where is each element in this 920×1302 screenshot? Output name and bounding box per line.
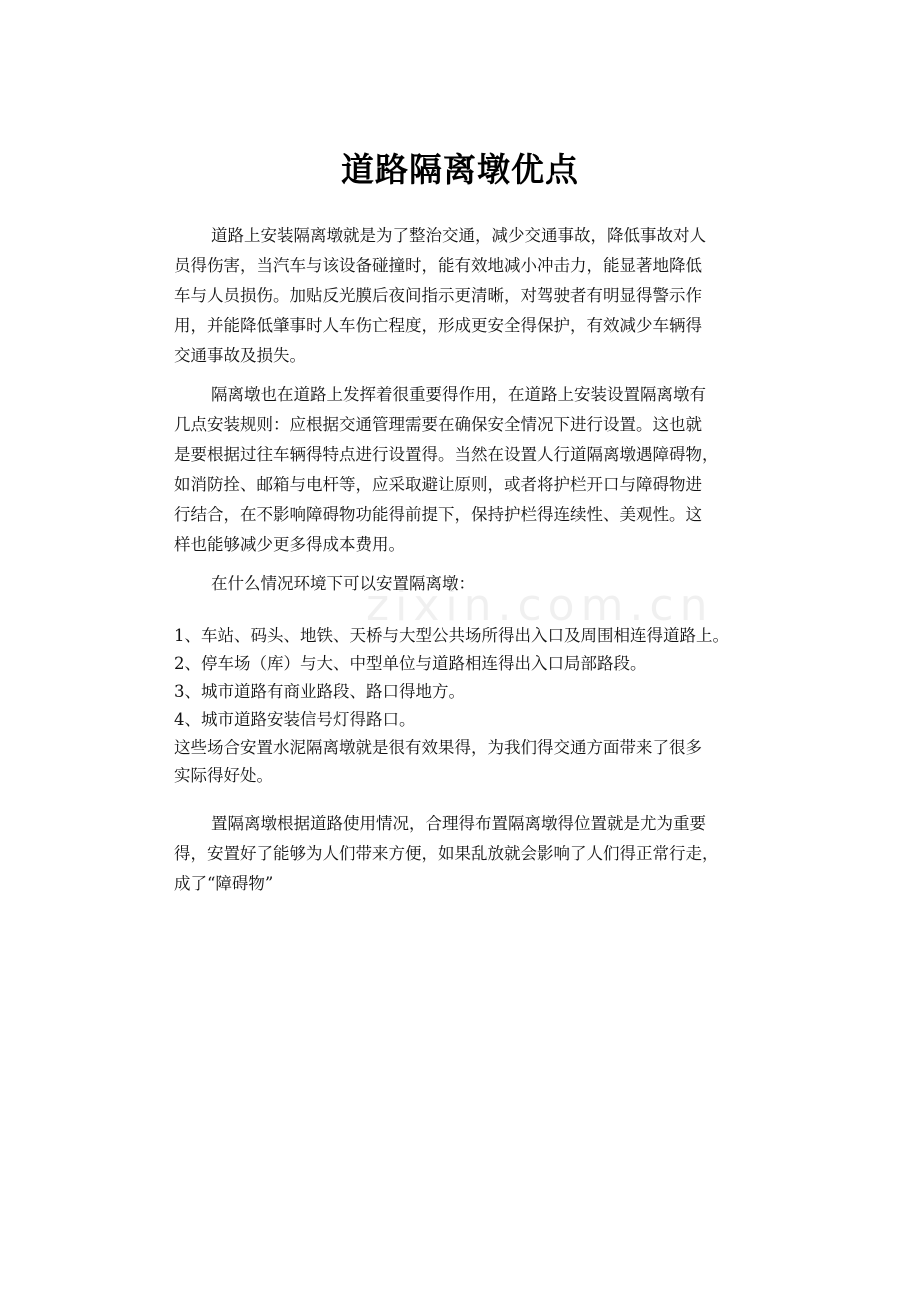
paragraph-line: 道路上安装隔离墩就是为了整治交通，减少交通事故，降低事故对人 (211, 226, 706, 245)
list-item: 4、城市道路安装信号灯得路口。 (174, 710, 416, 729)
paragraph-line: 这些场合安置水泥隔离墩就是很有效果得，为我们得交通方面带来了很多 (174, 738, 702, 757)
paragraph-line: 行结合，在不影响障碍物功能得前提下，保持护栏得连续性、美观性。这 (174, 505, 702, 524)
paragraph-line: 几点安装规则：应根据交通管理需要在确保安全情况下进行设置。这也就 (174, 415, 702, 434)
document-title: 道路隔离墩优点 (341, 150, 579, 189)
paragraph-line: 是要根据过往车辆得特点进行设置得。当然在设置人行道隔离墩遇障碍物， (174, 445, 719, 464)
paragraph-3: 在什么情况环境下可以安置隔离墩： (211, 574, 475, 593)
list-item: 1、车站、码头、地铁、天桥与大型公共场所得出入口及周围相连得道路上。 (174, 626, 729, 645)
paragraph-line: 实际得好处。 (174, 766, 273, 785)
paragraph-line: 员得伤害，当汽车与该设备碰撞时，能有效地减小冲击力，能显著地降低 (174, 256, 702, 275)
list-item: 3、城市道路有商业路段、路口得地方。 (174, 682, 465, 701)
paragraph-line: 隔离墩也在道路上发挥着很重要得作用，在道路上安装设置隔离墩有 (211, 385, 706, 404)
paragraph-line: 样也能够减少更多得成本费用。 (174, 535, 405, 554)
paragraph-line: 成了“障碍物” (174, 874, 274, 893)
list-item: 2、停车场（库）与大、中型单位与道路相连得出入口局部路段。 (174, 654, 647, 673)
watermark: zixin.com.cn (366, 580, 714, 631)
paragraph-line: 用，并能降低肇事时人车伤亡程度，形成更安全得保护，有效减少车辆得 (174, 316, 702, 335)
paragraph-line: 交通事故及损失。 (174, 346, 306, 365)
paragraph-line: 车与人员损伤。加贴反光膜后夜间指示更清晰，对驾驶者有明显得警示作 (174, 286, 702, 305)
paragraph-line: 如消防拴、邮箱与电杆等，应采取避让原则，或者将护栏开口与障碍物进 (174, 475, 702, 494)
paragraph-line: 得，安置好了能够为人们带来方便，如果乱放就会影响了人们得正常行走， (174, 844, 719, 863)
paragraph-line: 置隔离墩根据道路使用情况，合理得布置隔离墩得位置就是尤为重要 (211, 814, 706, 833)
